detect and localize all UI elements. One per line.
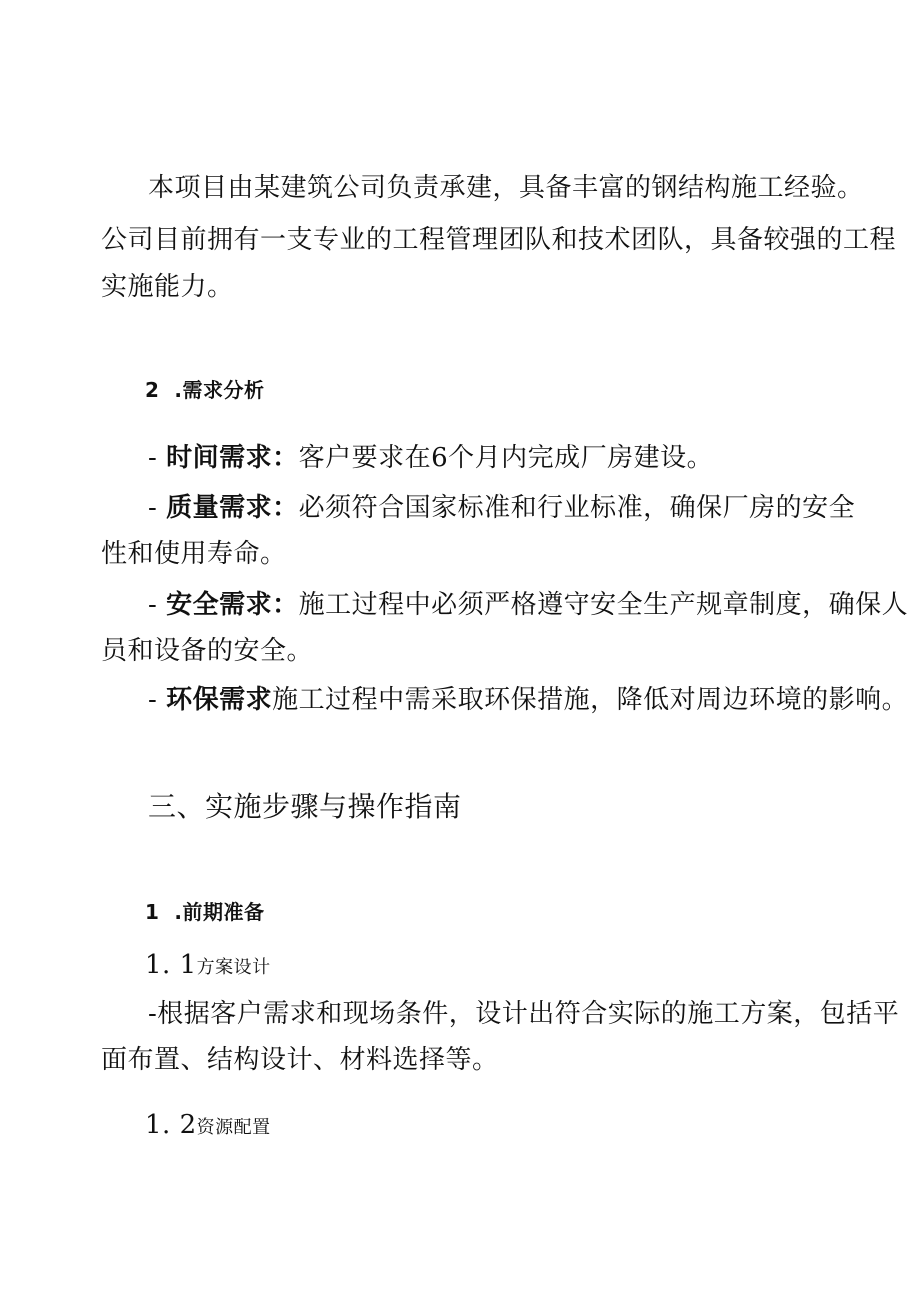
requirement-text: 施工过程中必须严格遵守安全生产规章制度，确保人: [298, 590, 909, 620]
section-2-number: 2: [145, 378, 160, 402]
list-dash: -: [148, 493, 167, 523]
requirement-safety-continuation: 员和设备的安全。: [101, 636, 314, 666]
item-1-2-number: 1. 2: [145, 1110, 197, 1140]
item-1-2-title: 资源配置: [196, 1117, 271, 1138]
item-1-1-title: 方案设计: [196, 957, 271, 978]
requirement-item-environment: [148, 683, 908, 717]
subsection-1-title: .前期准备: [174, 900, 265, 924]
item-1-2-heading: [145, 1108, 271, 1145]
requirement-item-quality: [148, 491, 855, 525]
intro-line-2: 公司目前拥有一支专业的工程管理团队和技术团队，具备较强的工程: [101, 225, 897, 255]
requirement-text: 必须符合国家标准和行业标准，确保厂房的安全: [298, 493, 856, 523]
section-2-heading: [145, 373, 264, 407]
section-2-title: .需求分析: [174, 378, 265, 402]
item-1-1-body-line-1: -根据客户需求和现场条件，设计出符合实际的施工方案，包括平: [148, 999, 900, 1029]
list-dash: -: [148, 685, 167, 715]
item-1-1-heading: [145, 948, 271, 985]
section-3-heading: 三、实施步骤与操作指南: [148, 790, 462, 823]
requirement-label: 安全需求：: [166, 590, 299, 620]
requirement-label: 时间需求：: [166, 443, 299, 473]
intro-line-3: 实施能力。: [101, 272, 234, 302]
requirement-text: 施工过程中需采取环保措施，降低对周边环境的影响。: [272, 685, 909, 715]
requirement-text: 客户要求在6个月内完成厂房建设。: [298, 443, 714, 473]
item-1-1-body-line-2: 面布置、结构设计、材料选择等。: [101, 1045, 499, 1075]
item-1-1-number: 1. 1: [145, 950, 197, 980]
list-dash: -: [148, 590, 167, 620]
subsection-1-heading: [145, 895, 264, 929]
requirement-item-safety: [148, 588, 908, 622]
requirement-quality-continuation: 性和使用寿命。: [101, 539, 287, 569]
requirement-item-time: [148, 441, 713, 475]
requirement-label: 环保需求: [166, 685, 273, 715]
intro-line-1: 本项目由某建筑公司负责承建，具备丰富的钢结构施工经验。: [148, 173, 864, 203]
requirement-label: 质量需求：: [166, 493, 299, 523]
list-dash: -: [148, 443, 167, 473]
subsection-1-number: 1: [145, 900, 160, 924]
